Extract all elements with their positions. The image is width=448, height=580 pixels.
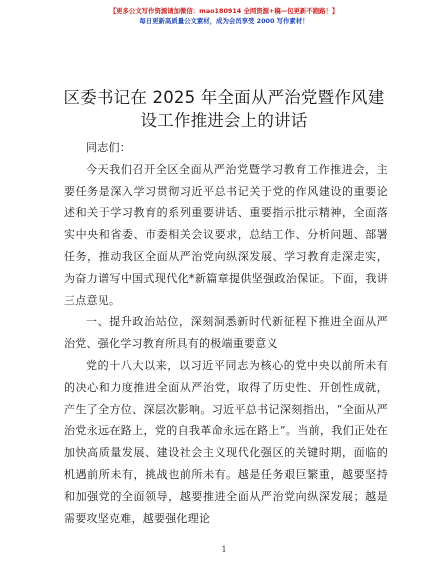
section-1-paragraph: 党的十八大以来，以习近平同志为核心的党中央以前所未有的决心和力度推进全面从严治党，取得了历史性、开创性成就，产生了全方位、深层次影响。习近平总书记深刻指出，“全面从严治党永远在路上，党的自我革命永远在路上”。当前，我们正处在加快高质量发展、建设社会主义现代化强区的关键时期，面临的机遇前所未有，挑战也前所未有。越是任务艰巨繁重，越要坚持和加强党的全面领导，越要推进全面从严治党向纵深发展；越是需要攻坚克难，越要强化理论	[64, 358, 388, 525]
salutation: 同志们：	[86, 141, 131, 154]
promo-banner-line-1: 【更多公文写作资源请加微信：mao180914 全网资源+稿—包更新不跑路！】	[109, 7, 339, 15]
document-body	[64, 137, 388, 529]
intro-paragraph: 今天我们召开全区全面从严治党暨学习教育工作推进会，主要任务是深入学习贯彻习近平总书记关于党的作风建设的重要论述和关于学习教育的系列重要讲话、重要指示批示精神，全面落实中央和省委、市委相关会议要求，总结工作、分析问题、部署任务，推动我区全面从严治党向纵深发展、学习教育走深走实，为奋力谱写中国式现代化*新篇章提供坚强政治保证。下面，我讲三点意见。	[64, 162, 388, 307]
page-number: 1	[221, 545, 227, 554]
promo-banner-line-2: 每日更新高质量公文素材，成为会员享受 2000 写作素材！	[139, 17, 309, 25]
document-title: 区委书记在 2025 年全面从严治党暨作风建设工作推进会上的讲话	[63, 88, 385, 130]
section-heading-1: 一、提升政治站位，深刻洞悉新时代新征程下推进全面从严治党、强化学习教育所具有的极端重要意义	[64, 315, 388, 351]
promo-banner	[0, 6, 448, 26]
